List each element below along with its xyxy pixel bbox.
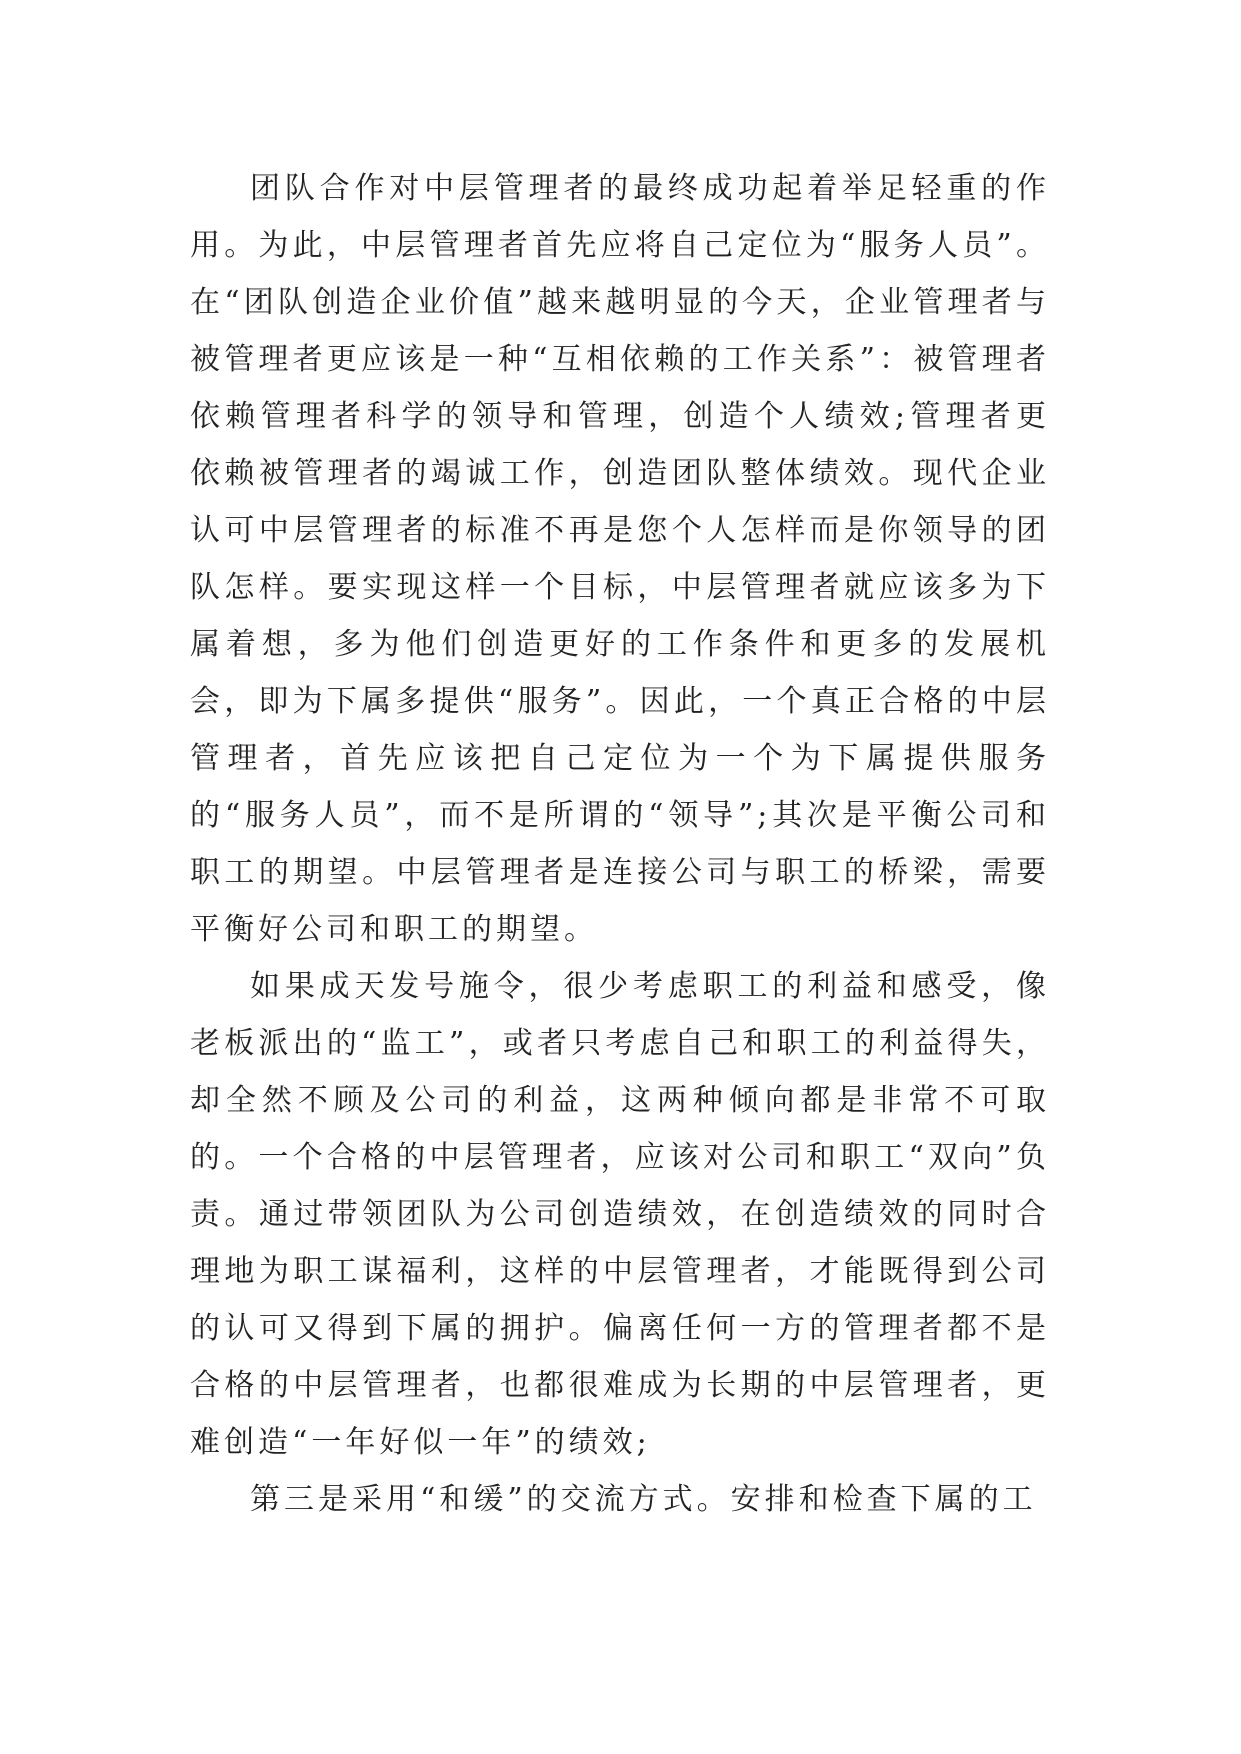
document-body <box>190 160 1050 1528</box>
paragraph-communication: 第三是采用“和缓”的交流方式。安排和检查下属的工 <box>250 1482 1037 1517</box>
paragraph-teamwork: 团队合作对中层管理者的最终成功起着举足轻重的作用。为此，中层管理者首先应将自己定位为“服务人员”。在“团队创造企业价值”越来越明显的今天，企业管理者与被管理者更应该是一种“互相依赖的工作关系”：被管理者依赖管理者科学的领导和管理，创造个人绩效;管理者更依赖被管理者的竭诚工作，创造团队整体绩效。现代企业认可中层管理者的标准不再是您个人怎样而是你领导的团队怎样。要实现这样一个目标，中层管理者就应该多为下属着想，多为他们创造更好的工作条件和更多的发展机会，即为下属多提供“服务”。因此，一个真正合格的中层管理者，首先应该把自己定位为一个为下属提供服务的“服务人员”，而不是所谓的“领导”;其次是平衡公司和职工的期望。中层管理者是连接公司与职工的桥梁，需要平衡好公司和职工的期望。 <box>190 171 1050 947</box>
paragraph-balance: 如果成天发号施令，很少考虑职工的利益和感受，像老板派出的“监工”，或者只考虑自己和职工的利益得失，却全然不顾及公司的利益，这两种倾向都是非常不可取的。一个合格的中层管理者，应该对公司和职工“双向”负责。通过带领团队为公司创造绩效，在创造绩效的同时合理地为职工谋福利，这样的中层管理者，才能既得到公司的认可又得到下属的拥护。偏离任何一方的管理者都不是合格的中层管理者，也都很难成为长期的中层管理者，更难创造“一年好似一年”的绩效; <box>190 969 1050 1460</box>
